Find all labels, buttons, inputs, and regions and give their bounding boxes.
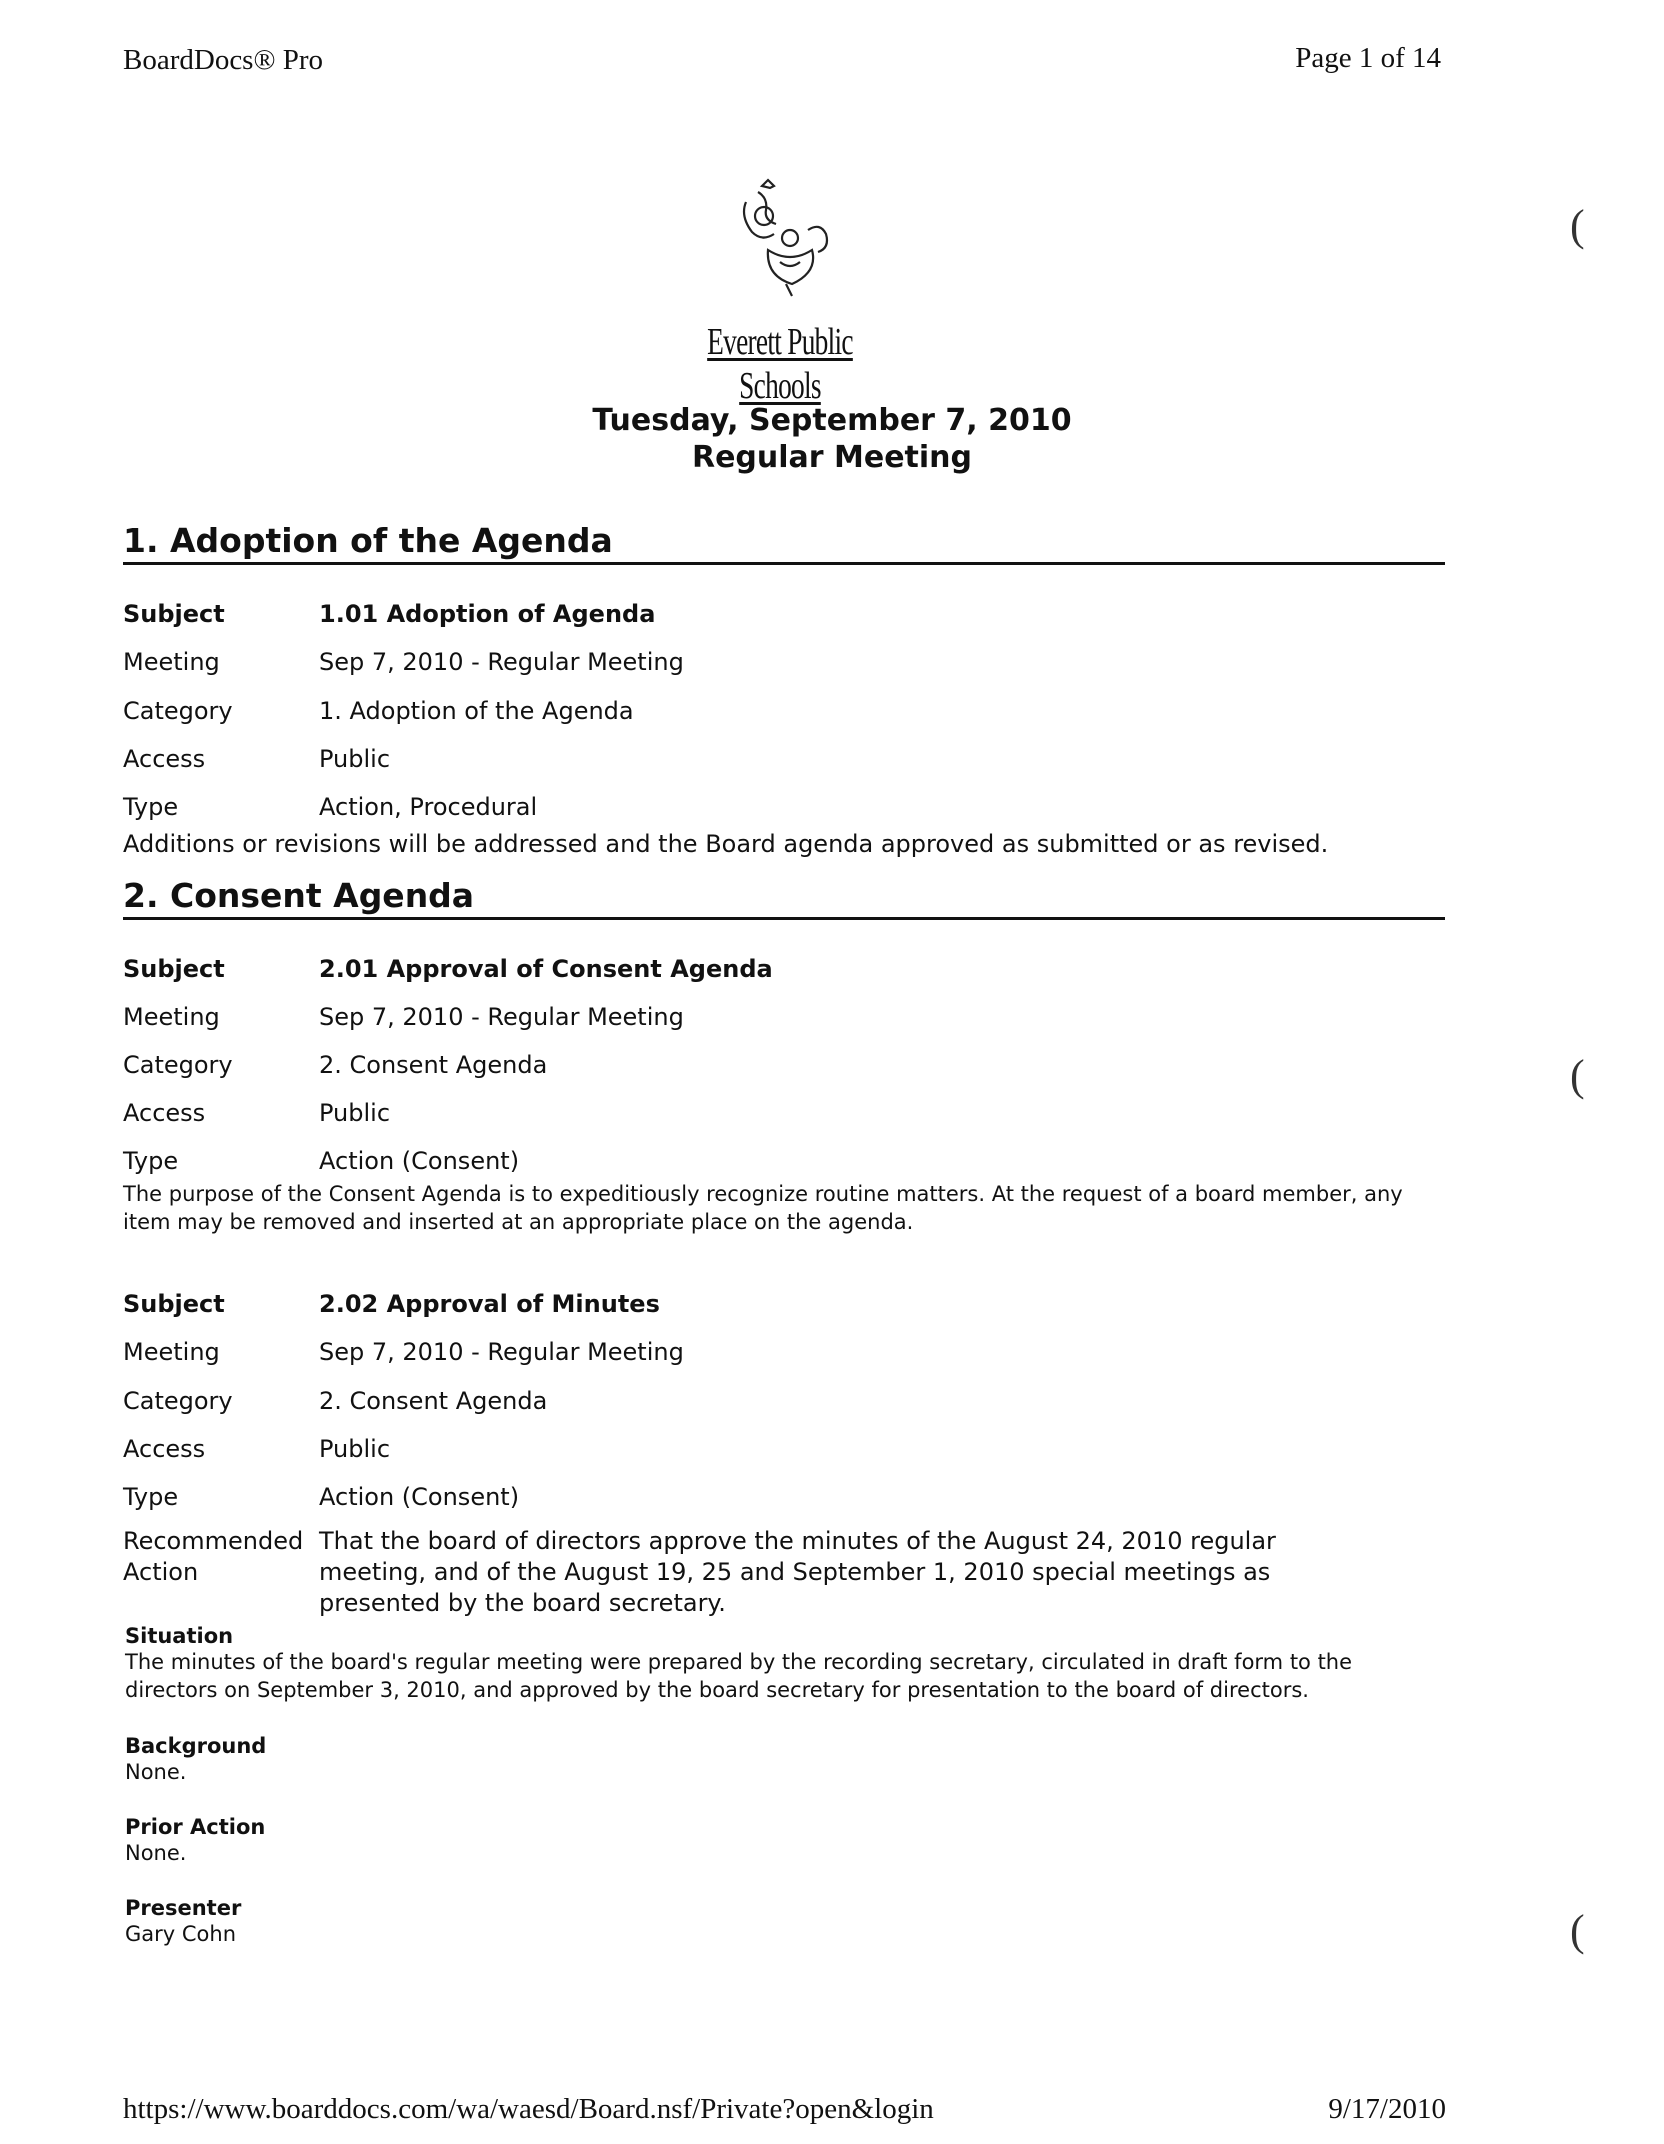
section-title-consent: 2. Consent Agenda (123, 877, 1445, 920)
item-subject: 2.01 Approval of Consent Agenda (319, 955, 773, 983)
field-label: Subject (123, 955, 225, 983)
school-district-logo (640, 178, 920, 407)
field-label: Category (123, 1387, 233, 1415)
margin-mark: ( (1570, 201, 1585, 250)
presenter-label: Presenter (125, 1896, 242, 1920)
field-label: Meeting (123, 1338, 220, 1366)
item-category: 1. Adoption of the Agenda (319, 697, 634, 725)
item-meeting: Sep 7, 2010 - Regular Meeting (319, 648, 684, 676)
item-subject: 1.01 Adoption of Agenda (319, 600, 656, 628)
meeting-type: Regular Meeting (691, 440, 973, 475)
field-label: Type (123, 1147, 179, 1175)
field-label: Subject (123, 600, 225, 628)
item-meeting: Sep 7, 2010 - Regular Meeting (319, 1338, 684, 1366)
item-type: Action (Consent) (319, 1483, 520, 1511)
page-footer-date: 9/17/2010 (1328, 2093, 1446, 2125)
item-access: Public (319, 745, 391, 773)
field-label: Category (123, 697, 233, 725)
field-label: Category (123, 1051, 233, 1079)
item-category: 2. Consent Agenda (319, 1387, 548, 1415)
situation-label: Situation (125, 1624, 234, 1648)
item-type: Action, Procedural (319, 793, 538, 821)
section-title-adoption: 1. Adoption of the Agenda (123, 522, 1445, 565)
field-label: Subject (123, 1290, 225, 1318)
item-type: Action (Consent) (319, 1147, 520, 1175)
field-label: Type (123, 1483, 179, 1511)
page-header-page-number: Page 1 of 14 (1295, 42, 1441, 74)
children-reading-icon (728, 178, 838, 318)
item-description: Additions or revisions will be addressed and the Board agenda approved as submitted or as revised. (123, 830, 1329, 858)
prior-action-label: Prior Action (125, 1815, 266, 1839)
logo-wordmark: Everett Public Schools (707, 321, 853, 407)
field-label: Meeting (123, 648, 220, 676)
recommended-action-label (123, 1526, 303, 1588)
field-label: Access (123, 1099, 206, 1127)
margin-mark: ( (1570, 1906, 1585, 1955)
background-text: None. (125, 1760, 187, 1784)
field-label: Access (123, 1435, 206, 1463)
item-subject: 2.02 Approval of Minutes (319, 1290, 660, 1318)
background-label: Background (125, 1734, 267, 1758)
item-access: Public (319, 1099, 391, 1127)
field-label: Recommended (123, 1527, 304, 1555)
item-category: 2. Consent Agenda (319, 1051, 548, 1079)
field-label: Action (123, 1558, 199, 1586)
recommended-action-text: That the board of directors approve the minutes of the August 24, 2010 regular meeting, and of the August 19, 25 and September 1, 2010 special meetings as presented by the board secretary. (319, 1527, 1276, 1617)
meeting-date: Tuesday, September 7, 2010 (592, 403, 1072, 438)
item-description: The purpose of the Consent Agenda is to expeditiously recognize routine matters. At the request of a board member, any item may be removed and inserted at an appropriate place on the agenda. (123, 1182, 1403, 1234)
field-label: Type (123, 793, 179, 821)
margin-mark: ( (1570, 1051, 1585, 1100)
situation-text: The minutes of the board's regular meeting were prepared by the recording secretary, circulated in draft form to the directors on September 3, 2010, and approved by the board secretary for presentation to the board of directors. (125, 1650, 1353, 1702)
page-footer-url: https://www.boarddocs.com/wa/waesd/Board.nsf/Private?open&login (123, 2093, 934, 2125)
field-label: Meeting (123, 1003, 220, 1031)
prior-action-text: None. (125, 1841, 187, 1865)
field-label: Access (123, 745, 206, 773)
item-meeting: Sep 7, 2010 - Regular Meeting (319, 1003, 684, 1031)
page-header-app-name: BoardDocs® Pro (123, 44, 324, 76)
item-access: Public (319, 1435, 391, 1463)
presenter-text: Gary Cohn (125, 1922, 237, 1946)
